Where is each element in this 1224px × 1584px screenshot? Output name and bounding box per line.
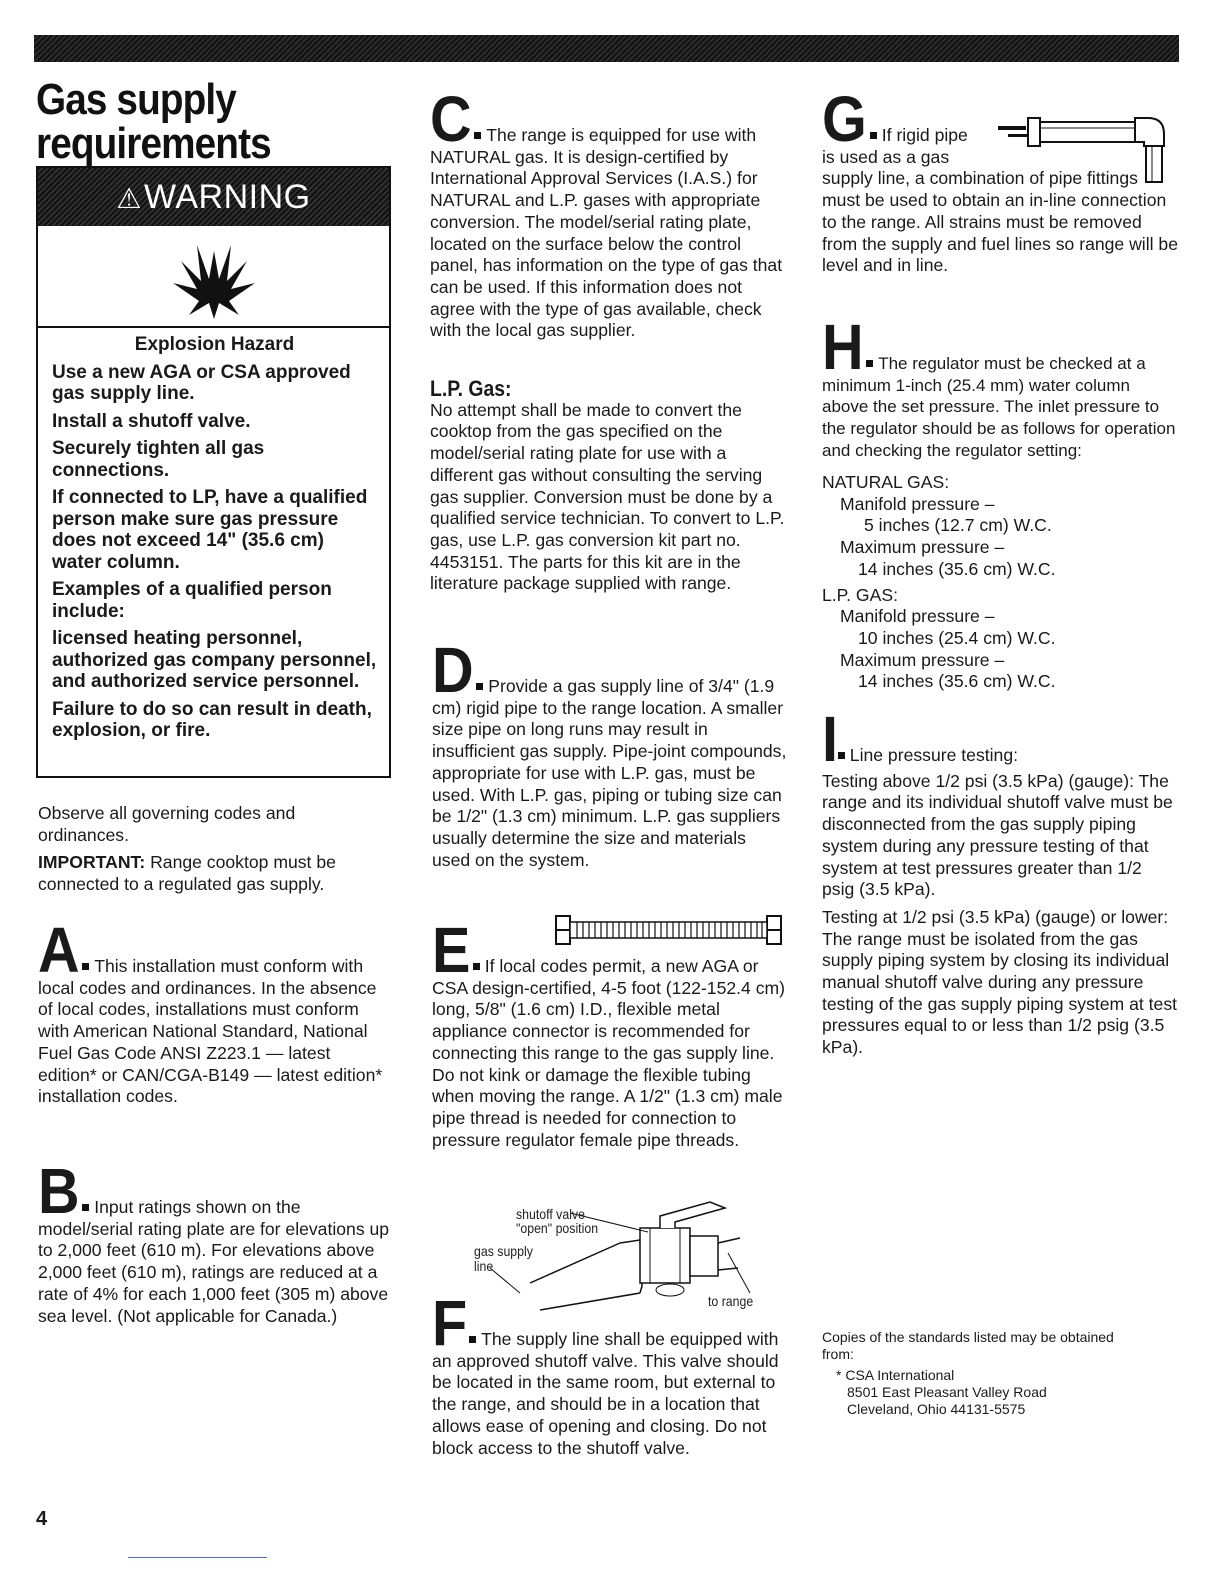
lp-max-value: 14 inches (35.6 cm) W.C. <box>858 671 1056 692</box>
section-h-text: The regulator must be checked at a minimum 1-inch (25.4 mm) water column above the set pressure. The inlet pressure to the regulator should be as follows for operation and checking the regulator setting: <box>822 354 1176 460</box>
copies-intro: Copies of the standards listed may be obtained from: <box>822 1329 1114 1362</box>
nat-manifold-label: Manifold pressure – <box>840 493 995 514</box>
lp-gas-label: L.P. GAS: <box>822 584 898 605</box>
page-number: 4 <box>36 1508 48 1530</box>
section-b <box>38 1155 390 1327</box>
nat-manifold-value: 5 inches (12.7 cm) W.C. <box>864 515 1052 536</box>
bullet-icon <box>82 963 89 970</box>
section-letter: I <box>822 703 837 775</box>
warning-triangle-icon: ⚠ <box>116 183 143 214</box>
lp-gas-section <box>430 378 785 595</box>
section-c <box>430 83 785 342</box>
bullet-icon <box>82 1204 89 1211</box>
intro-block <box>38 803 388 896</box>
section-g-text-rest: supply line, a combination of pipe fittings must be used to obtain an in-line connection to the range. All strains must be removed from the supply and fuel lines so range will be level and in line. <box>822 168 1178 276</box>
copies-org: * CSA International <box>836 1367 955 1383</box>
warning-item: licensed heating personnel, authorized gas company personnel, and authorized service personnel. <box>52 628 377 692</box>
lp-max-label: Maximum pressure – <box>840 649 1005 670</box>
section-letter: C <box>430 83 470 155</box>
warning-item: Install a shutoff valve. <box>52 410 251 432</box>
natural-gas-label: NATURAL GAS: <box>822 472 950 492</box>
warning-box <box>36 166 391 778</box>
nat-max-value: 14 inches (35.6 cm) W.C. <box>858 558 1056 579</box>
label-open-position: "open" position <box>516 1220 599 1236</box>
important-text: Range cooktop must be connected to a regulated gas supply. <box>38 852 336 895</box>
pressure-list <box>822 472 1178 693</box>
bullet-icon <box>866 360 873 367</box>
observe-text: Observe all governing codes and ordinances. <box>38 803 296 845</box>
section-letter: H <box>822 311 862 383</box>
copies-address-2: Cleveland, Ohio 44131-5575 <box>847 1401 1026 1417</box>
label-gas-supply: gas supply <box>474 1243 533 1259</box>
bullet-icon <box>473 963 480 970</box>
lp-manifold-value: 10 inches (25.4 cm) W.C. <box>858 627 1056 648</box>
label-line: line <box>474 1258 494 1274</box>
section-i-text: Line pressure testing: <box>849 745 1018 765</box>
section-letter: F <box>432 1287 466 1359</box>
lp-manifold-label: Manifold pressure – <box>840 606 995 627</box>
bullet-icon <box>476 683 483 690</box>
section-letter: B <box>38 1155 78 1227</box>
section-i-p2: Testing at 1/2 psi (3.5 kPa) (gauge) or lower: The range must be isolated from the gas supply piping system by closing its individual manual shutoff valve during any pressure testing of the gas supply piping system at test pressures equal to or less than 1/2 psig (3.5 kPa). <box>822 906 1178 1058</box>
bullet-icon <box>838 752 845 759</box>
bullet-icon <box>469 1336 476 1343</box>
section-c-text: The range is equipped for use with NATURAL gas. It is design-certified by International Approval Services (I.A.S.) for NATURAL and L.P. gases with appropriate conversion. The model/serial rating plate, located on the surface below the control panel, has information on the type of gas that can be used. If this information does not agree with the type of gas available, check with the local gas supplier. <box>430 125 783 341</box>
section-f-text: The supply line shall be equipped with an approved shutoff valve. This valve should be located in the same room, but external to the range, and should be in a location that allows ease of opening and closing. Do not block access to the shutoff valve. <box>432 1329 779 1458</box>
section-letter: D <box>432 634 472 706</box>
section-a <box>38 914 390 1108</box>
section-f <box>432 1287 787 1459</box>
warning-item: Securely tighten all gas connections. <box>52 438 265 481</box>
top-banner <box>34 35 1179 62</box>
lp-gas-text: No attempt shall be made to convert the cooktop from the gas specified on the model/serial rating plate for use with a different gas without consulting the serving gas supplier. Conversion must be done by a qualified service technician. To convert to L.P. gas, use L.P. gas conversion kit part no. 4453151. The parts for this kit are in the literature package supplied with range. <box>430 399 785 594</box>
section-letter: E <box>432 914 469 986</box>
warning-item: If connected to LP, have a qualified person make sure gas pressure does not exceed 14" (35.6 cm) water column. <box>52 487 368 573</box>
warning-header <box>38 168 389 226</box>
label-to-range: to range <box>708 1293 754 1309</box>
section-a-text: This installation must conform with local codes and ordinances. In the absence of local codes, installations must conform with American National Standard, National Fuel Gas Code ANSI Z223.1 — latest edition* or CAN/CGA-B149 — latest edition* installation codes. <box>38 956 383 1107</box>
warning-item: Examples of a qualified person include: <box>52 579 332 622</box>
nat-max-label: Maximum pressure – <box>840 537 1005 558</box>
section-d <box>432 634 787 871</box>
warning-item: Failure to do so can result in death, explosion, or fire. <box>52 698 372 741</box>
section-g <box>822 83 1178 277</box>
footer-rule <box>128 1557 267 1558</box>
section-letter: G <box>822 83 866 155</box>
lp-gas-heading: L.P. Gas: <box>430 376 512 401</box>
warning-item: Use a new AGA or CSA approved gas supply line. <box>52 361 351 404</box>
bullet-icon <box>870 132 877 139</box>
section-letter: A <box>38 914 78 986</box>
section-d-text: Provide a gas supply line of 3/4" (1.9 cm) rigid pipe to the range location. A smaller size pipe on long runs may result in insufficient gas supply. Pipe-joint compounds, appropriate for use with L.P. gas, must be used. With L.P. gas, piping or tubing size can be 1/2" (1.3 cm) minimum. L.P. gas suppliers usually determine the size and materials used on the system. <box>432 676 787 870</box>
bullet-icon <box>474 132 481 139</box>
section-i <box>822 703 1178 1059</box>
important-note <box>38 852 388 895</box>
copies-block <box>822 1329 1122 1418</box>
section-g-text-first: If rigid pipe <box>881 125 968 145</box>
title-line-1: Gas supply <box>36 75 236 124</box>
page-title <box>36 75 396 168</box>
warning-label: WARNING <box>144 178 311 216</box>
label-shutoff-valve: shutoff valve <box>516 1206 585 1222</box>
section-g-text-second: is used as a gas <box>822 146 950 167</box>
section-e <box>432 914 787 1151</box>
section-b-text: Input ratings shown on the model/serial rating plate are for elevations up to 2,000 feet (610 m). For elevations above 2,000 feet (610 m), ratings are reduced at a rate of 4% for each 1,000 feet (305 m) above sea level. (Not applicable for Canada.) <box>38 1197 390 1326</box>
explosion-icon <box>38 226 389 328</box>
important-label: IMPORTANT: <box>38 852 146 873</box>
title-line-2: requirements <box>36 119 271 168</box>
section-e-text: If local codes permit, a new AGA or CSA design-certified, 4-5 foot (122-152.4 cm) long, 5/8" (1.6 cm) I.D., flexible metal appliance connector is recommended for connecting this range to the gas supply line. Do not kink or damage the flexible tubing when moving the range. A 1/2" (1.3 cm) male pipe thread is needed for connection to pressure regulator female pipe threads. <box>432 956 786 1150</box>
hazard-title: Explosion Hazard <box>134 334 295 355</box>
section-h <box>822 311 1178 462</box>
section-i-p1: Testing above 1/2 psi (3.5 kPa) (gauge): The range and its individual shutoff valve must be disconnected from the gas supply piping system during any pressure testing of that system at test pressures greater than 1/2 psig (3.5 kPa). <box>822 770 1173 900</box>
copies-address-1: 8501 East Pleasant Valley Road <box>847 1384 1047 1400</box>
